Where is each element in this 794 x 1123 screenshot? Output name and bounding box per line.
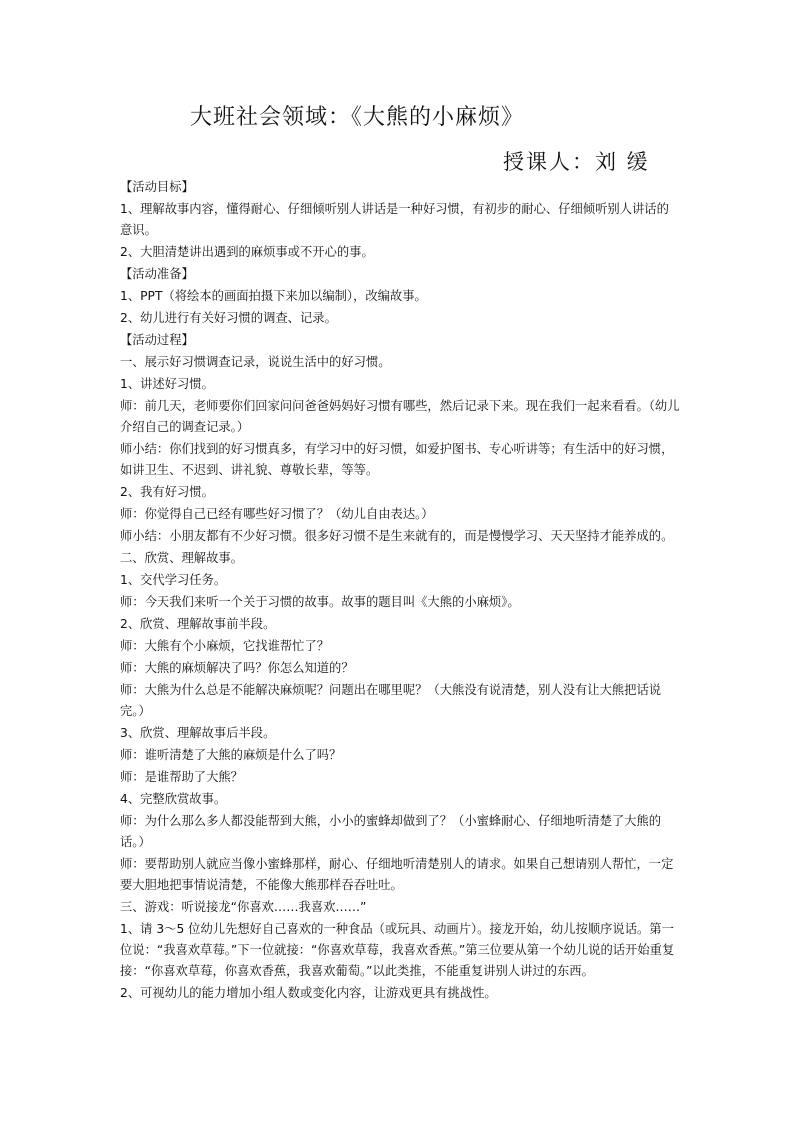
paragraph: 师：你觉得自己已经有哪些好习惯了？（幼儿自由表达。） xyxy=(120,507,434,521)
section-heading-process: 【活动过程】 xyxy=(120,333,194,347)
section-heading-goals: 【活动目标】 xyxy=(120,180,194,194)
paragraph: 1、PPT（将绘本的画面拍摄下来加以编制），改编故事。 xyxy=(120,289,427,303)
paragraph: 师：前几天，老师要你们回家问问爸爸妈妈好习惯有哪些，然后记录下来。现在我们一起来看看。（幼儿介绍自己的调查记录。） xyxy=(120,399,680,434)
paragraph: 师小结：小朋友都有不少好习惯。很多好习惯不是生来就有的，而是慢慢学习、天天坚持才能养成的。 xyxy=(120,529,674,543)
paragraph: 二、欣赏、理解故事。 xyxy=(120,551,243,565)
paragraph: 师：谁听清楚了大熊的麻烦是什么了吗？ xyxy=(120,748,342,762)
paragraph: 师：是谁帮助了大熊？ xyxy=(120,770,243,784)
paragraph: 2、我有好习惯。 xyxy=(120,485,214,499)
lesson-title: 大班社会领域：《大熊的小麻烦》 xyxy=(190,105,525,130)
paragraph: 1、交代学习任务。 xyxy=(120,573,227,587)
paragraph: 师：今天我们来听一个关于习惯的故事。故事的题目叫《大熊的小麻烦》。 xyxy=(120,595,520,609)
section-heading-prep: 【活动准备】 xyxy=(120,267,194,281)
paragraph: 1、请 3～5 位幼儿先想好自己喜欢的一种食品（或玩具、动画片）。接龙开始，幼儿按顺序说话。第一位说：“我喜欢草莓。”下一位就接：“你喜欢草莓，我喜欢香蕉。”第三位要从第一个幼儿说的话开始重复接：“你喜欢草莓，你喜欢香蕉，我喜欢葡萄。”以此类推，不能重复讲别人讲过的东西。 xyxy=(120,922,675,978)
author-line: 授课人：刘 缓 xyxy=(503,150,650,174)
paragraph: 师：为什么那么多人都没能帮到大熊，小小的蜜蜂却做到了？（小蜜蜂耐心、仔细地听清楚了大熊的话。） xyxy=(120,814,662,849)
paragraph: 一、展示好习惯调查记录，说说生活中的好习惯。 xyxy=(120,355,391,369)
paragraph: 2、大胆清楚讲出遇到的麻烦事或不开心的事。 xyxy=(120,245,374,259)
paragraph: 2、幼儿进行有关好习惯的调查、记录。 xyxy=(120,311,337,325)
paragraph: 师：大熊为什么总是不能解决麻烦呢？问题出在哪里呢？（大熊没有说清楚，别人没有让大熊把话说完。） xyxy=(120,683,662,718)
paragraph: 三、游戏：听说接龙“你喜欢……我喜欢……” xyxy=(120,900,367,914)
paragraph: 2、欣赏、理解故事前半段。 xyxy=(120,617,276,631)
paragraph: 2、可视幼儿的能力增加小组人数或变化内容，让游戏更具有挑战性。 xyxy=(120,986,497,1000)
paragraph: 4、完整欣赏故事。 xyxy=(120,792,227,806)
paragraph: 师小结：你们找到的好习惯真多，有学习中的好习惯，如爱护图书、专心听讲等；有生活中的好习惯，如讲卫生、不迟到、讲礼貌、尊敬长辈，等等。 xyxy=(120,442,674,477)
paragraph: 师：要帮助别人就应当像小蜜蜂那样，耐心、仔细地听清楚别人的请求。如果自己想请别人帮忙，一定要大胆地把事情说清楚，不能像大熊那样吞吞吐吐。 xyxy=(120,857,674,892)
paragraph: 师：大熊有个小麻烦，它找谁帮忙了？ xyxy=(120,639,330,653)
paragraph: 师：大熊的麻烦解决了吗？你怎么知道的？ xyxy=(120,661,354,675)
paragraph: 1、讲述好习惯。 xyxy=(120,377,214,391)
paragraph: 3、欣赏、理解故事后半段。 xyxy=(120,726,276,740)
paragraph: 1、理解故事内容，懂得耐心、仔细倾听别人讲话是一种好习惯，有初步的耐心、仔细倾听别人讲话的意识。 xyxy=(120,202,669,237)
lesson-body xyxy=(120,176,680,1004)
